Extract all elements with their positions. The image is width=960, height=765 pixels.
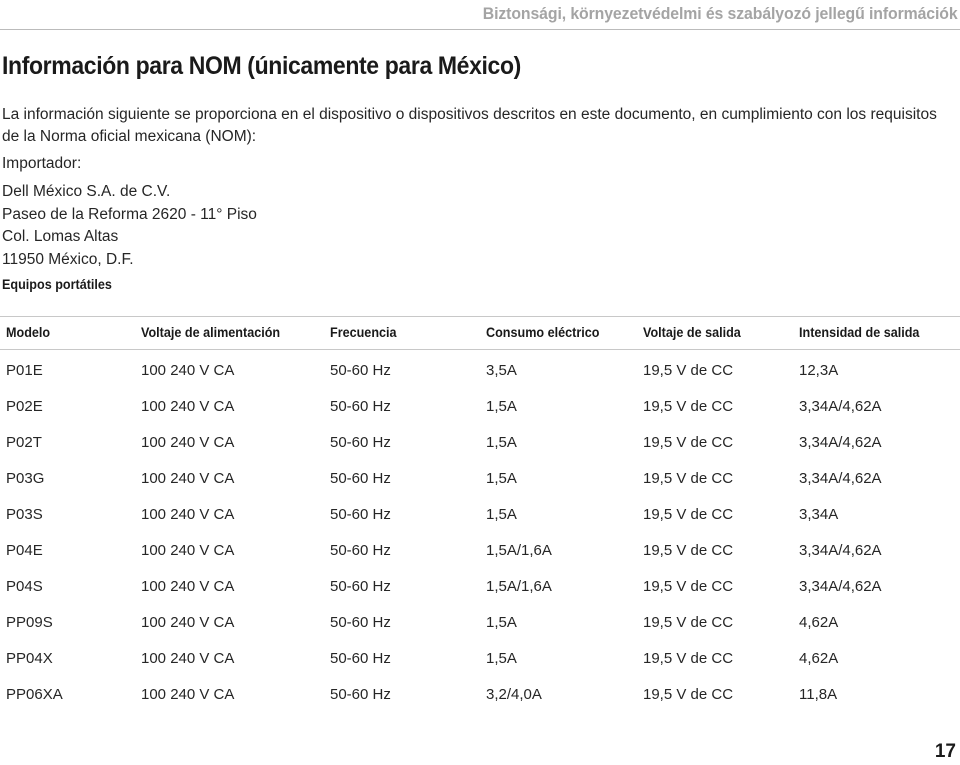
table-row <box>0 650 960 686</box>
cell-output-voltage: 19,5 V de CC <box>643 650 734 667</box>
header-rule <box>0 29 960 30</box>
cell-frequency: 50-60 Hz <box>330 434 391 451</box>
table-row <box>0 506 960 542</box>
cell-power-consumption: 1,5A <box>486 506 517 523</box>
cell-input-voltage: 100 240 V CA <box>141 506 235 523</box>
cell-output-voltage: 19,5 V de CC <box>643 362 734 379</box>
address-line: Dell México S.A. de C.V. <box>2 183 171 200</box>
cell-model: PP09S <box>6 614 53 631</box>
cell-model: P03S <box>6 506 43 523</box>
cell-power-consumption: 1,5A <box>486 650 517 667</box>
cell-output-voltage: 19,5 V de CC <box>643 398 734 415</box>
cell-input-voltage: 100 240 V CA <box>141 650 235 667</box>
cell-output-voltage: 19,5 V de CC <box>643 614 734 631</box>
cell-output-current: 3,34A/4,62A <box>799 578 882 595</box>
cell-power-consumption: 1,5A <box>486 398 517 415</box>
cell-output-current: 3,34A/4,62A <box>799 542 882 559</box>
importer-label: Importador: <box>2 155 82 172</box>
cell-input-voltage: 100 240 V CA <box>141 398 235 415</box>
table-row <box>0 578 960 614</box>
page-number: 17 <box>934 741 956 762</box>
column-header-input-voltage: Voltaje de alimentación <box>141 324 281 340</box>
cell-model: P01E <box>6 362 43 379</box>
cell-model: P04S <box>6 578 43 595</box>
table-row <box>0 686 960 722</box>
cell-frequency: 50-60 Hz <box>330 470 391 487</box>
cell-frequency: 50-60 Hz <box>330 362 391 379</box>
importer-address <box>2 181 257 271</box>
cell-output-voltage: 19,5 V de CC <box>643 686 734 703</box>
cell-frequency: 50-60 Hz <box>330 542 391 559</box>
cell-output-current: 3,34A <box>799 506 839 523</box>
cell-input-voltage: 100 240 V CA <box>141 542 235 559</box>
cell-input-voltage: 100 240 V CA <box>141 578 235 595</box>
cell-power-consumption: 1,5A <box>486 614 517 631</box>
cell-model: P02E <box>6 398 43 415</box>
cell-model: PP06XA <box>6 686 63 703</box>
table-row <box>0 434 960 470</box>
cell-model: P02T <box>6 434 42 451</box>
cell-frequency: 50-60 Hz <box>330 614 391 631</box>
cell-output-current: 4,62A <box>799 614 839 631</box>
table-header-rule <box>0 349 960 350</box>
cell-frequency: 50-60 Hz <box>330 506 391 523</box>
cell-frequency: 50-60 Hz <box>330 578 391 595</box>
cell-output-voltage: 19,5 V de CC <box>643 506 734 523</box>
cell-input-voltage: 100 240 V CA <box>141 470 235 487</box>
page-title: Información para NOM (únicamente para México) <box>2 52 521 80</box>
table-row <box>0 470 960 506</box>
cell-power-consumption: 1,5A/1,6A <box>486 542 552 559</box>
table-row <box>0 542 960 578</box>
cell-input-voltage: 100 240 V CA <box>141 362 235 379</box>
cell-output-current: 3,34A/4,62A <box>799 434 882 451</box>
cell-input-voltage: 100 240 V CA <box>141 434 235 451</box>
column-header-output-current: Intensidad de salida <box>799 324 920 340</box>
cell-output-voltage: 19,5 V de CC <box>643 542 734 559</box>
cell-output-current: 4,62A <box>799 650 839 667</box>
table-row <box>0 614 960 650</box>
table-row <box>0 398 960 434</box>
section-label: Equipos portátiles <box>2 276 112 292</box>
cell-power-consumption: 1,5A <box>486 434 517 451</box>
cell-output-voltage: 19,5 V de CC <box>643 470 734 487</box>
address-line: 11950 México, D.F. <box>2 250 134 268</box>
cell-power-consumption: 1,5A/1,6A <box>486 578 552 595</box>
column-header-output-voltage: Voltaje de salida <box>643 324 741 340</box>
cell-output-current: 12,3A <box>799 362 839 379</box>
cell-power-consumption: 3,2/4,0A <box>486 686 542 703</box>
cell-input-voltage: 100 240 V CA <box>141 686 235 703</box>
column-header-frequency: Frecuencia <box>330 324 397 340</box>
cell-power-consumption: 3,5A <box>486 362 517 379</box>
cell-model: P04E <box>6 542 43 559</box>
cell-output-current: 11,8A <box>799 686 838 703</box>
cell-model: P03G <box>6 470 45 487</box>
cell-input-voltage: 100 240 V CA <box>141 614 235 631</box>
running-header: Biztonsági, környezetvédelmi és szabályozó jellegű információk <box>483 4 958 23</box>
table-row <box>0 362 960 398</box>
address-line: Paseo de la Reforma 2620 - 11° Piso <box>2 205 257 223</box>
cell-frequency: 50-60 Hz <box>330 650 391 667</box>
cell-model: PP04X <box>6 650 53 667</box>
cell-power-consumption: 1,5A <box>486 470 517 487</box>
cell-output-current: 3,34A/4,62A <box>799 470 882 487</box>
address-line: Col. Lomas Altas <box>2 228 119 245</box>
cell-frequency: 50-60 Hz <box>330 398 391 415</box>
intro-paragraph: La información siguiente se proporciona en el dispositivo o dispositivos descritos en este documento, en cumplimiento con los requisitos de la Norma oficial mexicana (NOM): <box>2 106 937 145</box>
cell-output-voltage: 19,5 V de CC <box>643 434 734 451</box>
cell-output-voltage: 19,5 V de CC <box>643 578 734 595</box>
column-header-power-consumption: Consumo eléctrico <box>486 324 600 340</box>
table-top-rule <box>0 316 960 317</box>
cell-output-current: 3,34A/4,62A <box>799 398 882 415</box>
cell-frequency: 50-60 Hz <box>330 686 391 703</box>
column-header-model: Modelo <box>6 324 51 340</box>
